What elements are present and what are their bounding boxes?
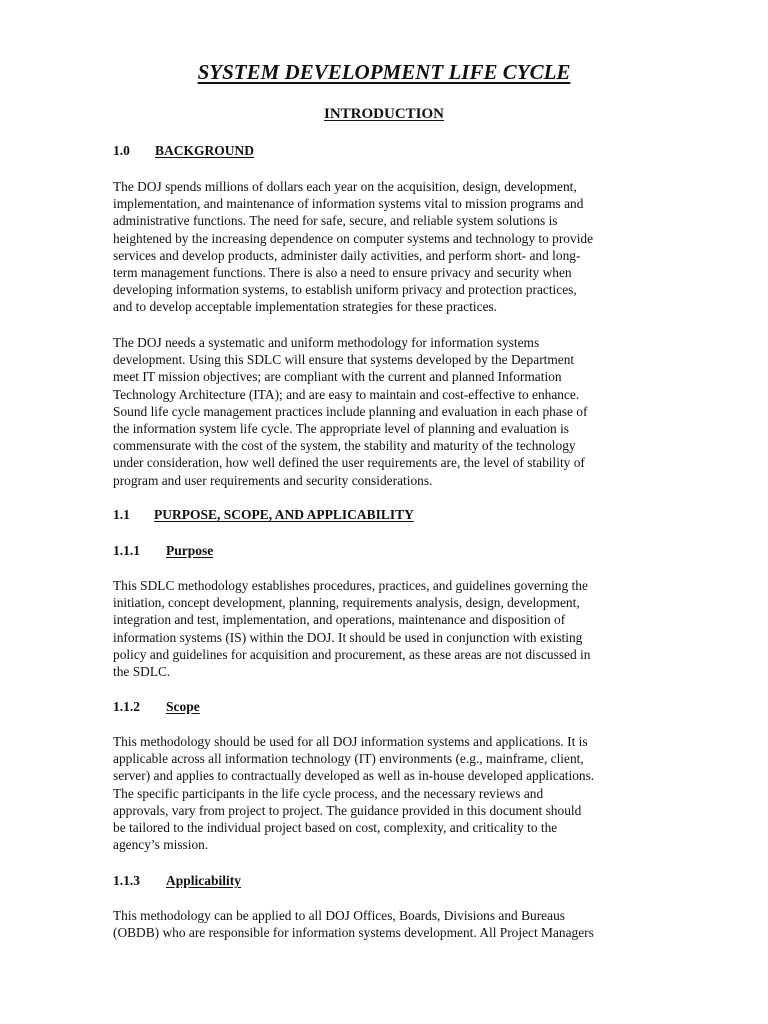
- section-heading-1-1: [113, 506, 414, 524]
- text-line: under consideration, how well defined the user requirements are, the level of stability of: [113, 455, 585, 471]
- section-heading-1-1-1: [113, 542, 214, 560]
- text-line: This methodology should be used for all DOJ information systems and applications. It is: [113, 734, 588, 749]
- introduction-heading: INTRODUCTION: [323, 106, 444, 122]
- text-line: The DOJ spends millions of dollars each year on the acquisition, design, development,: [113, 179, 577, 194]
- text-line: approvals, vary from project to project. The guidance provided in this document should: [113, 802, 582, 818]
- text-line: applicable across all information technology (IT) environments (e.g., mainframe, client,: [113, 751, 584, 767]
- text-line: the SDLC.: [113, 664, 171, 680]
- document-title: SYSTEM DEVELOPMENT LIFE CYCLE: [197, 60, 571, 84]
- text-line: Technology Architecture (ITA); and are easy to maintain and cost-effective to enhance.: [113, 386, 580, 402]
- section-heading-1-1-2: [113, 698, 200, 716]
- text-line: term management functions. There is also a need to ensure privacy and security when: [113, 265, 572, 281]
- section-number: 1.1.2: [113, 699, 140, 714]
- text-line: (OBDB) who are responsible for information systems development. All Project Managers: [113, 925, 594, 941]
- text-line: agency’s mission.: [113, 837, 209, 853]
- paragraph-purpose: [113, 577, 657, 680]
- text-line: integration and test, implementation, and operations, maintenance and disposition of: [113, 612, 566, 628]
- paragraph-background-2: [113, 334, 657, 489]
- section-heading-1-1-3: [113, 872, 242, 890]
- section-number: 1.0: [113, 143, 130, 158]
- text-line: and to develop acceptable implementation strategies for these practices.: [113, 299, 498, 315]
- text-line: Sound life cycle management practices include planning and evaluation in each phase of: [113, 403, 588, 419]
- paragraph-applicability: [113, 907, 657, 941]
- section-number: 1.1.3: [113, 873, 140, 888]
- section-title: BACKGROUND: [155, 143, 255, 158]
- text-line: policy and guidelines for acquisition and procurement, as these areas are not discussed in: [113, 646, 591, 662]
- text-line: development. Using this SDLC will ensure that systems developed by the Department: [113, 352, 575, 368]
- text-line: services and develop products, administer daily activities, and perform short- and long-: [113, 247, 581, 263]
- section-title: Applicability: [166, 873, 242, 888]
- text-line: program and user requirements and security considerations.: [113, 472, 433, 488]
- text-line: administrative functions. The need for safe, secure, and reliable system solutions is: [113, 213, 558, 229]
- paragraph-background-1: [113, 178, 657, 316]
- section-number: 1.1: [113, 507, 130, 522]
- section-heading-1-0: [113, 142, 255, 160]
- text-line: The specific participants in the life cycle process, and the necessary reviews and: [113, 785, 544, 801]
- text-line: the information system life cycle. The appropriate level of planning and evaluation is: [113, 421, 570, 437]
- text-line: implementation, and maintenance of information systems vital to mission programs and: [113, 196, 584, 212]
- paragraph-scope: [113, 733, 657, 853]
- section-title: Scope: [166, 699, 200, 714]
- text-line: commensurate with the cost of the system, the stability and maturity of the technology: [113, 438, 576, 454]
- section-title: PURPOSE, SCOPE, AND APPLICABILITY: [154, 507, 414, 522]
- section-title: Purpose: [166, 543, 214, 558]
- text-line: be tailored to the individual project based on cost, complexity, and criticality to the: [113, 820, 558, 836]
- text-line: initiation, concept development, planning, requirements analysis, design, development,: [113, 595, 580, 611]
- text-line: developing information systems, to establish uniform privacy and protection practices,: [113, 282, 577, 298]
- text-line: server) and applies to contractually developed as well as in-house developed applications.: [113, 768, 595, 784]
- text-line: The DOJ needs a systematic and uniform methodology for information systems: [113, 335, 540, 350]
- text-line: This SDLC methodology establishes procedures, practices, and guidelines governing the: [113, 578, 588, 593]
- text-line: meet IT mission objectives; are compliant with the current and planned Information: [113, 369, 562, 385]
- section-number: 1.1.1: [113, 543, 140, 558]
- text-line: heightened by the increasing dependence on computer systems and technology to provide: [113, 230, 594, 246]
- text-line: This methodology can be applied to all DOJ Offices, Boards, Divisions and Bureaus: [113, 908, 565, 923]
- text-line: information systems (IS) within the DOJ. It should be used in conjunction with existing: [113, 629, 583, 645]
